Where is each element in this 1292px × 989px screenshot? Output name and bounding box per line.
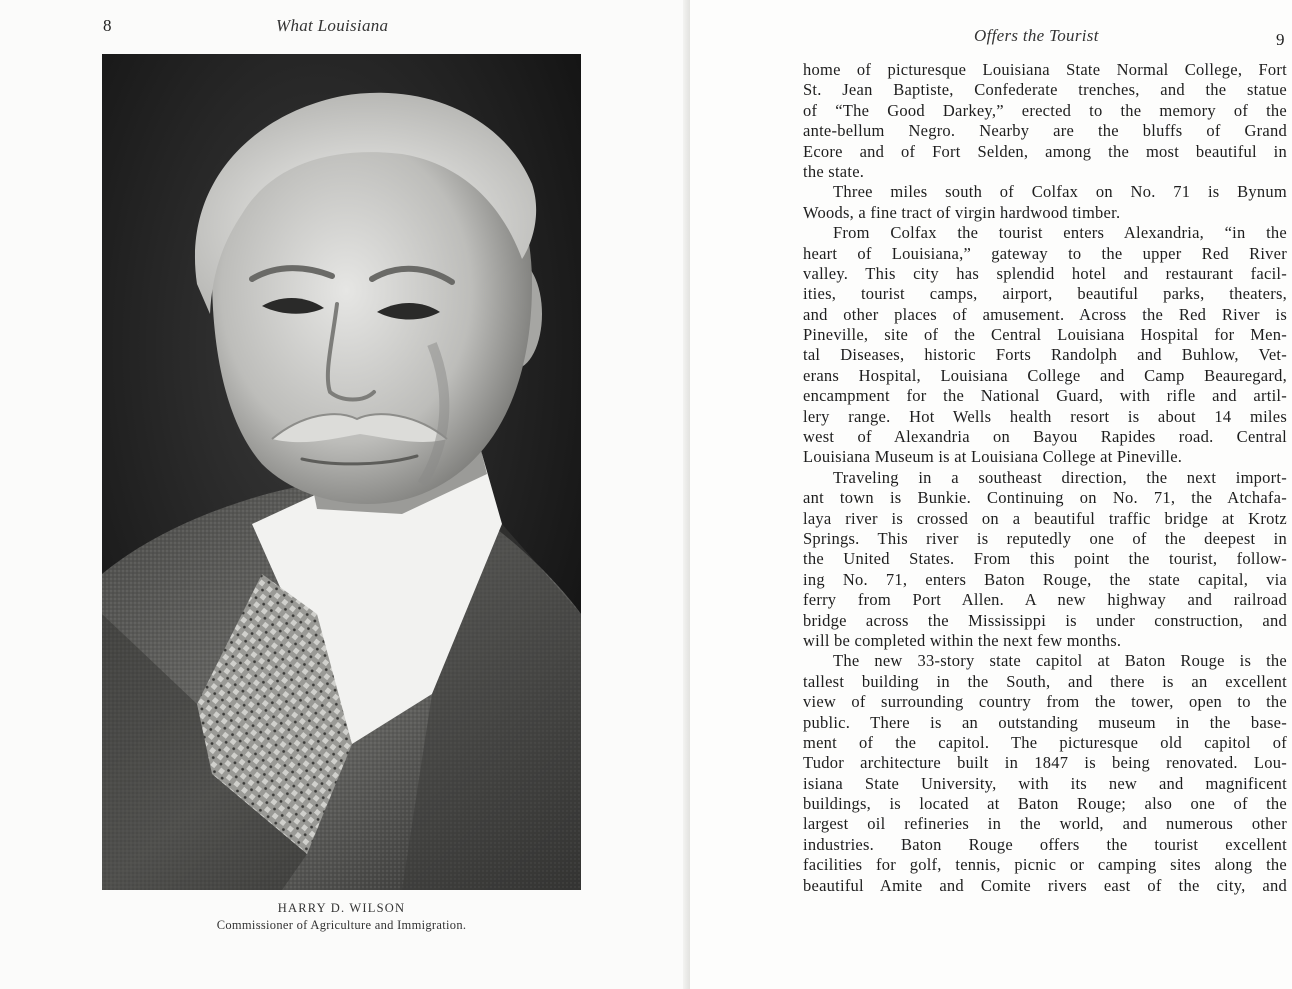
text-line: encampment for the National Guard, with rifle and artil- [803,386,1287,406]
text-line: From Colfax the tourist enters Alexandria, “in the [833,223,1287,243]
body-text [803,60,1287,896]
text-line: Pineville, site of the Central Louisiana Hospital for Men- [803,325,1287,345]
page-number-right: 9 [1276,30,1285,49]
text-line: tal Diseases, historic Forts Randolph and Buhlow, Vet- [803,345,1287,365]
text-line: lery range. Hot Wells health resort is about 14 miles [803,406,1287,426]
text-line: Woods, a fine tract of virgin hardwood timber. [803,202,1121,222]
text-line: erans Hospital, Louisiana College and Camp Beauregard, [803,365,1287,385]
text-line: Three miles south of Colfax on No. 71 is Bynum [833,182,1287,202]
text-line: bridge across the Mississippi is under construction, and [803,610,1287,630]
text-line: of “The Good Darkey,” erected to the memory of the [803,100,1287,120]
text-line: ities, tourist camps, airport, beautiful parks, theaters, [803,284,1287,304]
running-head-left: What Louisiana [276,16,389,35]
text-line: public. There is an outstanding museum in the base- [803,712,1287,732]
text-line: industries. Baton Rouge offers the tourist excellent [803,834,1287,854]
text-line: will be completed within the next few months. [803,630,1122,650]
paragraph [803,223,1287,468]
text-line: ment of the capitol. The picturesque old capitol of [803,732,1287,752]
text-line: the state. [803,161,865,181]
paragraph [803,60,1287,182]
text-line: beautiful Amite and Comite rivers east of the city, and [803,875,1287,895]
text-line: laya river is crossed on a beautiful traffic bridge at Krotz [803,508,1287,528]
text-line: ant town is Bunkie. Continuing on No. 71, the Atchafa- [803,488,1287,508]
paragraph [803,182,1287,223]
text-line: west of Alexandria on Bayou Rapides road. Central [803,427,1287,447]
paragraph [803,651,1287,896]
paragraph [803,468,1287,652]
text-line: Traveling in a southeast direction, the next import- [833,467,1287,487]
text-line: Ecore and of Fort Selden, among the most beautiful in [803,141,1287,161]
page-number-left: 8 [103,16,112,35]
text-line: ferry from Port Allen. A new highway and railroad [803,590,1287,610]
text-line: ing No. 71, enters Baton Rouge, the state capital, via [803,569,1287,589]
text-line: tallest building in the South, and there is an excellent [803,671,1287,691]
text-line: buildings, is located at Baton Rouge; also one of the [803,794,1287,814]
photo-caption-name: HARRY D. WILSON [277,901,406,915]
text-line: St. Jean Baptiste, Confederate trenches, and the statue [803,80,1287,100]
photo-caption-title: Commissioner of Agriculture and Immigration. [216,918,467,932]
text-line: valley. This city has splendid hotel and restaurant facil- [803,263,1287,283]
text-line: the United States. From this point the tourist, follow- [803,549,1287,569]
text-line: Springs. This river is reputedly one of the deepest in [803,528,1287,548]
text-line: Tudor architecture built in 1847 is being renovated. Lou- [803,753,1287,773]
text-line: Louisiana Museum is at Louisiana College at Pineville. [803,447,1183,467]
text-line: home of picturesque Louisiana State Normal College, Fort [803,60,1287,79]
text-line: isiana State University, with its new and magnificent [803,773,1287,793]
text-line: ante-bellum Negro. Nearby are the bluffs of Grand [803,121,1287,141]
text-line: The new 33-story state capitol at Baton Rouge is the [833,651,1287,671]
text-line: view of surrounding country from the tower, open to the [803,692,1287,712]
portrait-photo [102,54,581,890]
text-line: largest oil refineries in the world, and numerous other [803,814,1287,834]
running-head-right: Offers the Tourist [974,26,1099,45]
text-line: and other places of amusement. Across the Red River is [803,304,1287,324]
text-line: heart of Louisiana,” gateway to the upper Red River [803,243,1287,263]
text-line: facilities for golf, tennis, picnic or camping sites along the [803,855,1287,875]
